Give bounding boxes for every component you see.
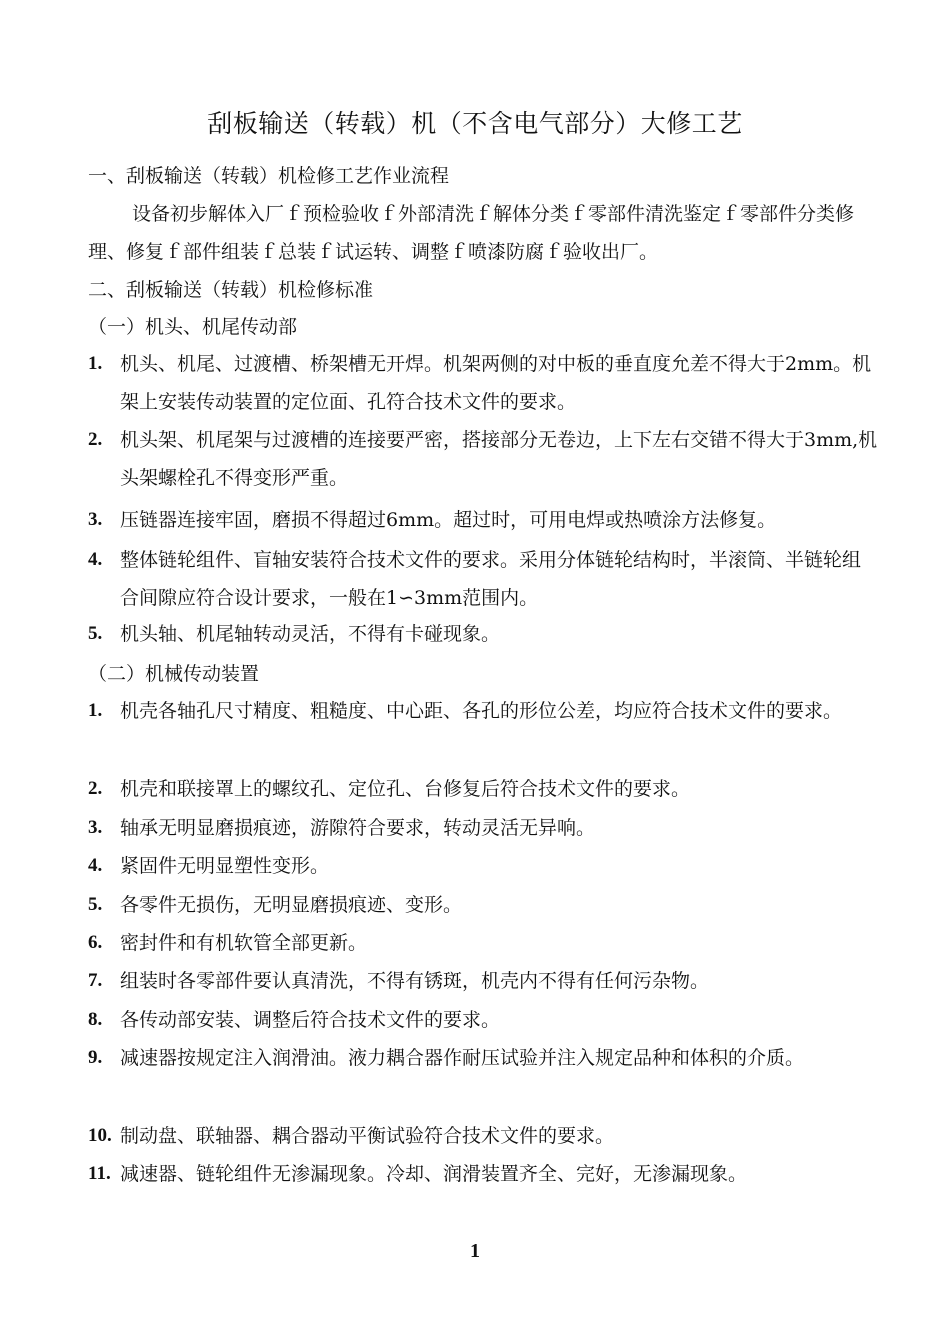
section-heading-process: 一、刮板输送（转载）机检修工艺作业流程 — [88, 165, 450, 187]
list-item-number: 1. — [88, 700, 103, 721]
list-item — [88, 615, 878, 653]
list-item — [88, 962, 878, 1000]
list-item-number: 3. — [88, 817, 103, 838]
list-item-number: 7. — [88, 970, 103, 991]
list-item-number: 10. — [88, 1125, 112, 1146]
list-item — [88, 847, 878, 885]
list-item-number: 5. — [88, 623, 103, 644]
list-item-number: 1. — [88, 353, 103, 374]
list-item-text: 制动盘、联轴器、耦合器动平衡试验符合技术文件的要求。 — [120, 1125, 615, 1147]
subsection-heading-drive-units: （一）机头、机尾传动部 — [88, 316, 298, 338]
list-item — [88, 1117, 878, 1155]
list-item — [88, 345, 878, 421]
section-heading-standards: 二、刮板输送（转载）机检修标准 — [88, 279, 374, 301]
list-item — [88, 1001, 878, 1039]
list-item-text: 轴承无明显磨损痕迹，游隙符合要求，转动灵活无异响。 — [120, 817, 596, 839]
list-item — [88, 421, 878, 497]
list-item-text: 紧固件无明显塑性变形。 — [120, 855, 330, 877]
list-item — [88, 1155, 878, 1193]
list-item-number: 2. — [88, 778, 103, 799]
page-number: 1 — [470, 1240, 480, 1262]
list-item-text: 减速器、链轮组件无渗漏现象。冷却、润滑装置齐全、完好，无渗漏现象。 — [120, 1163, 748, 1185]
list-item-text: 机头架、机尾架与过渡槽的连接要严密，搭接部分无卷边，上下左右交错不得大于3mm,机头架螺栓孔不得变形严重。 — [120, 429, 878, 489]
list-item — [88, 692, 878, 730]
list-item-text: 机壳和联接罩上的螺纹孔、定位孔、台修复后符合技术文件的要求。 — [120, 778, 691, 800]
list-item-number: 8. — [88, 1009, 103, 1030]
list-item-text: 机壳各轴孔尺寸精度、粗糙度、中心距、各孔的形位公差，均应符合技术文件的要求。 — [120, 700, 843, 722]
list-item-text: 机头轴、机尾轴转动灵活，不得有卡碰现象。 — [120, 623, 501, 645]
list-item-number: 9. — [88, 1047, 103, 1068]
list-item-number: 5. — [88, 894, 103, 915]
list-item — [88, 541, 878, 617]
list-item-text: 各零件无损伤，无明显磨损痕迹、变形。 — [120, 894, 463, 916]
list-item — [88, 886, 878, 924]
list-item-text: 减速器按规定注入润滑油。液力耦合器作耐压试验并注入规定品种和体积的介质。 — [120, 1047, 805, 1069]
list-item-text: 机头、机尾、过渡槽、桥架槽无开焊。机架两侧的对中板的垂直度允差不得大于2mm。机架上安装传动装置的定位面、孔符合技术文件的要求。 — [120, 353, 872, 413]
list-item-text: 各传动部安装、调整后符合技术文件的要求。 — [120, 1009, 501, 1031]
list-item-number: 2. — [88, 429, 103, 450]
list-item-number: 11. — [88, 1163, 111, 1184]
list-item-number: 4. — [88, 549, 103, 570]
list-item-text: 整体链轮组件、盲轴安装符合技术文件的要求。采用分体链轮结构时，半滚筒、半链轮组合间隙应符合设计要求，一般在1∽3mm范围内。 — [120, 549, 862, 609]
list-item — [88, 1039, 878, 1077]
list-item-number: 3. — [88, 509, 103, 530]
list-item — [88, 770, 878, 808]
process-flow-paragraph: 设备初步解体入厂ｆ预检验收ｆ外部清洗ｆ解体分类ｆ零部件清洗鉴定ｆ零部件分类修理、修复ｆ部件组装ｆ总装ｆ试运转、调整ｆ喷漆防腐ｆ验收出厂。 — [88, 203, 855, 263]
list-item — [88, 501, 878, 539]
subsection-heading-mechanical-drive: （二）机械传动装置 — [88, 663, 260, 685]
document-title: 刮板输送（转载）机（不含电气部分）大修工艺 — [207, 109, 743, 138]
list-item-number: 6. — [88, 932, 103, 953]
list-item-text: 密封件和有机软管全部更新。 — [120, 932, 368, 954]
list-item-text: 组装时各零部件要认真清洗，不得有锈斑，机壳内不得有任何污杂物。 — [120, 970, 710, 992]
list-item — [88, 924, 878, 962]
list-item-text: 压链器连接牢固，磨损不得超过6mm。超过时，可用电焊或热喷涂方法修复。 — [120, 509, 777, 531]
list-item — [88, 809, 878, 847]
list-item-number: 4. — [88, 855, 103, 876]
